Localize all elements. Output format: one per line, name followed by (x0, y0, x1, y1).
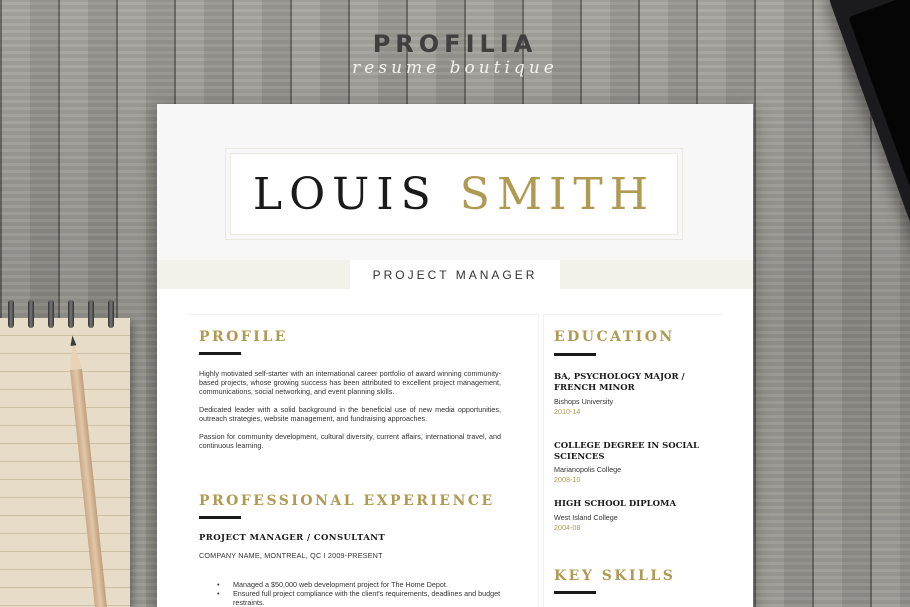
education-degree: COLLEGE DEGREE IN SOCIAL SCIENCES (554, 441, 699, 462)
job-title: PROJECT MANAGER / CONSULTANT (199, 533, 386, 543)
education-heading: EDUCATION (554, 329, 675, 345)
education-degree: HIGH SCHOOL DIPLOMA (554, 499, 677, 509)
brand-name: PROFILIA (372, 30, 538, 58)
left-column (187, 314, 539, 607)
job-bullets (233, 580, 513, 607)
section-rule (554, 353, 596, 356)
right-column (543, 314, 723, 607)
list-item: • Managed a $50,000 web development project for The Home Depot. (233, 580, 513, 589)
education-years: 2008-10 (554, 475, 581, 484)
profile-heading: PROFILE (199, 329, 288, 345)
education-school: West Island College (554, 513, 618, 522)
education-school: Bishops University (554, 397, 614, 406)
profile-paragraph: Dedicated leader with a solid background in the beneficial use of new media opportunities, outreach strategies, website management, and fundraising approaches. (199, 405, 501, 423)
profile-paragraph: Highly motivated self-starter with an international career portfolio of award winning community-based projects, whose growing success has been attributed to excellent project management, communications, social networking, and event planning skills. (199, 369, 501, 396)
first-name: LOUIS (252, 168, 438, 220)
brand-header (0, 30, 910, 78)
spiral-ring (8, 300, 14, 328)
job-title-label: PROJECT MANAGER (350, 260, 560, 289)
brand-tagline: resume boutique (352, 58, 558, 78)
education-school: Marianopolis College (554, 465, 622, 474)
profile-paragraph: Passion for community development, cultural diversity, current affairs, international travel, and continuous learning. (199, 432, 501, 450)
list-item: • Ensured full project compliance with the client's requirements, deadlines and budget restraints. (233, 589, 513, 607)
job-meta: COMPANY NAME, MONTREAL, QC I 2009-PRESENT (199, 551, 383, 560)
pencil-lead (69, 335, 76, 346)
spiral-ring (48, 300, 54, 328)
education-degree: BA, PSYCHOLOGY MAJOR / FRENCH MINOR (554, 372, 685, 393)
section-rule (199, 516, 241, 519)
phone-screen (848, 0, 910, 243)
name-plate (230, 153, 678, 235)
spiral-ring (68, 300, 74, 328)
spiral-ring (28, 300, 34, 328)
resume-page (157, 104, 753, 607)
last-name: SMITH (459, 168, 656, 220)
education-years: 2010-14 (554, 407, 581, 416)
experience-heading: PROFESSIONAL EXPERIENCE (199, 493, 495, 509)
spiral-ring (88, 300, 94, 328)
section-rule (199, 352, 241, 355)
name-frame (225, 148, 683, 240)
section-rule (554, 591, 596, 594)
skills-heading: KEY SKILLS (554, 568, 676, 584)
spiral-ring (108, 300, 114, 328)
notepad-icon (0, 318, 130, 607)
education-years: 2004-08 (554, 523, 581, 532)
